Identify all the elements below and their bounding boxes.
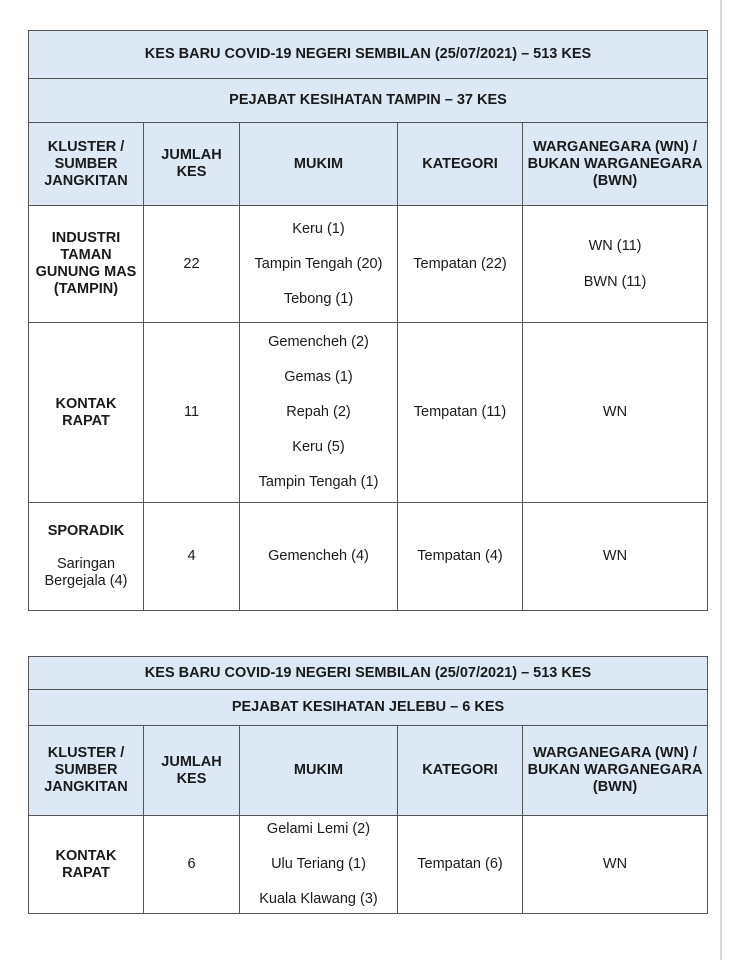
col-header-mukim: MUKIM: [240, 123, 398, 206]
mukim-item: Tampin Tengah (20): [254, 255, 383, 272]
kategori-cell: Tempatan (22): [398, 206, 523, 323]
warganegara-cell: WN: [523, 323, 708, 503]
table-row: [29, 206, 708, 323]
col-header-jumlah: JUMLAH KES: [144, 726, 240, 816]
mukim-cell: Gemencheh (4): [240, 503, 398, 611]
jumlah-cell: 4: [144, 503, 240, 611]
col-header-warganegara: WARGANEGARA (WN) / BUKAN WARGANEGARA (BWN): [523, 123, 708, 206]
mukim-item: Gelami Lemi (2): [266, 821, 371, 837]
col-header-jumlah: JUMLAH KES: [144, 123, 240, 206]
office-heading: PEJABAT KESIHATAN TAMPIN – 37 KES: [29, 79, 708, 123]
mukim-item: Keru (5): [292, 439, 345, 455]
mukim-item: Keru (1): [292, 220, 345, 237]
mukim-item: Kuala Klawang (3): [259, 891, 378, 907]
mukim-item: Gemas (1): [284, 369, 353, 385]
tampin-cases-table: [28, 30, 708, 611]
page-edge-divider: [720, 0, 722, 960]
mukim-cell: [240, 206, 398, 323]
col-header-kluster: KLUSTER / SUMBER JANGKITAN: [29, 123, 144, 206]
col-header-kategori: KATEGORI: [398, 123, 523, 206]
table-row: [29, 503, 708, 611]
mukim-cell: [240, 816, 398, 914]
warganegara-item: BWN (11): [583, 273, 647, 290]
warganegara-cell: WN: [523, 503, 708, 611]
mukim-item: Tampin Tengah (1): [258, 474, 379, 490]
col-header-mukim: MUKIM: [240, 726, 398, 816]
kategori-cell: Tempatan (6): [398, 816, 523, 914]
kluster-cell: [29, 503, 144, 611]
table-row: [29, 323, 708, 503]
jumlah-cell: 6: [144, 816, 240, 914]
table-title: KES BARU COVID-19 NEGERI SEMBILAN (25/07/2021) – 513 KES: [29, 657, 708, 690]
mukim-item: Gemencheh (2): [268, 334, 369, 350]
mukim-item: Ulu Teriang (1): [271, 856, 366, 872]
col-header-warganegara: WARGANEGARA (WN) / BUKAN WARGANEGARA (BWN): [523, 726, 708, 816]
table-row: [29, 816, 708, 914]
jumlah-cell: 11: [144, 323, 240, 503]
warganegara-cell: [523, 206, 708, 323]
kluster-cell: INDUSTRI TAMAN GUNUNG MAS (TAMPIN): [29, 206, 144, 323]
office-heading: PEJABAT KESIHATAN JELEBU – 6 KES: [29, 690, 708, 726]
mukim-item: Tebong (1): [283, 290, 354, 307]
mukim-cell: [240, 323, 398, 503]
table-title: KES BARU COVID-19 NEGERI SEMBILAN (25/07/2021) – 513 KES: [29, 31, 708, 79]
kategori-cell: Tempatan (4): [398, 503, 523, 611]
kluster-cell: KONTAK RAPAT: [29, 816, 144, 914]
kluster-label: SPORADIK: [47, 523, 125, 539]
kluster-sub-label: Saringan Bergejala (4): [44, 556, 128, 589]
warganegara-cell: WN: [523, 816, 708, 914]
mukim-item: Repah (2): [286, 404, 351, 420]
jelebu-cases-table: [28, 656, 708, 914]
jumlah-cell: 22: [144, 206, 240, 323]
kluster-cell: KONTAK RAPAT: [29, 323, 144, 503]
warganegara-item: WN (11): [588, 237, 642, 254]
kategori-cell: Tempatan (11): [398, 323, 523, 503]
col-header-kluster: KLUSTER / SUMBER JANGKITAN: [29, 726, 144, 816]
col-header-kategori: KATEGORI: [398, 726, 523, 816]
